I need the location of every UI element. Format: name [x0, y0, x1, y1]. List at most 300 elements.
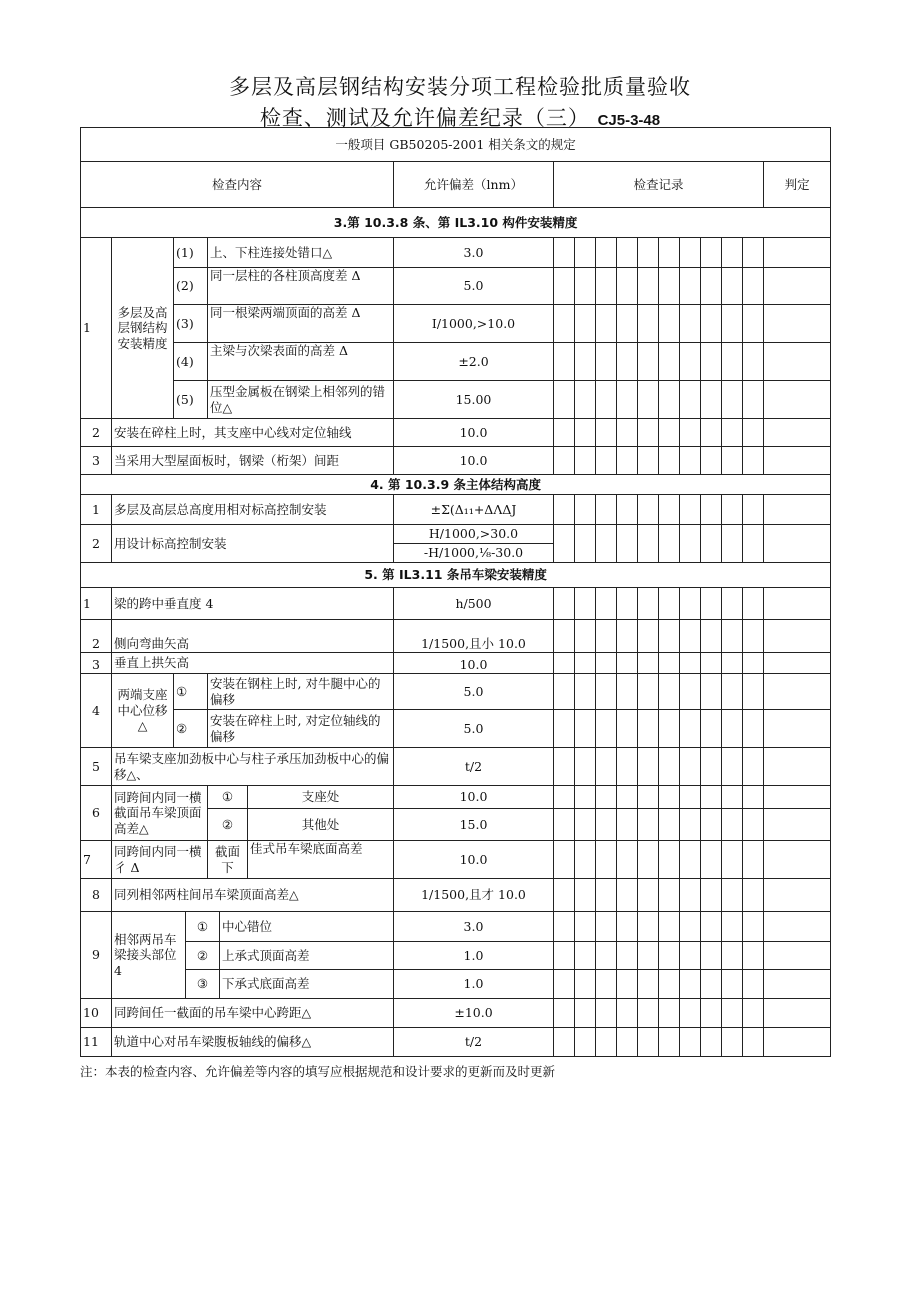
record-cell[interactable] — [575, 674, 596, 710]
record-cell[interactable] — [701, 268, 722, 305]
item-number: 1 — [81, 588, 112, 620]
record-cell[interactable] — [554, 674, 575, 710]
record-cell[interactable] — [680, 525, 701, 563]
record-cell[interactable] — [575, 942, 596, 970]
section-title: 5. 第 IL3.11 条吊车梁安装精度 — [81, 563, 831, 588]
record-cell[interactable] — [596, 268, 617, 305]
record-cell[interactable] — [554, 588, 575, 620]
record-cell[interactable] — [722, 525, 743, 563]
record-cell[interactable] — [554, 1028, 575, 1057]
record-cell[interactable] — [743, 841, 764, 879]
tolerance-value: I/1000,>10.0 — [394, 305, 554, 343]
record-cell[interactable] — [701, 942, 722, 970]
record-cell[interactable] — [596, 447, 617, 475]
record-cell[interactable] — [554, 912, 575, 942]
record-cell[interactable] — [659, 588, 680, 620]
record-cell[interactable] — [596, 238, 617, 268]
record-cell[interactable] — [659, 495, 680, 525]
record-cell[interactable] — [575, 419, 596, 447]
record-cell[interactable] — [617, 447, 638, 475]
record-cell[interactable] — [743, 1028, 764, 1057]
record-cell[interactable] — [680, 447, 701, 475]
record-cell[interactable] — [701, 1028, 722, 1057]
sub-item-text: 上承式顶面高差 — [220, 942, 394, 970]
judge-cell[interactable] — [764, 942, 831, 970]
record-cell[interactable] — [596, 1028, 617, 1057]
record-cell[interactable] — [680, 710, 701, 748]
record-cell[interactable] — [554, 841, 575, 879]
record-cell[interactable] — [743, 495, 764, 525]
record-cell[interactable] — [554, 343, 575, 381]
judge-cell[interactable] — [764, 999, 831, 1028]
record-cell[interactable] — [680, 495, 701, 525]
record-cell[interactable] — [554, 268, 575, 305]
judge-cell[interactable] — [764, 588, 831, 620]
judge-cell[interactable] — [764, 748, 831, 786]
record-cell[interactable] — [722, 588, 743, 620]
general-items-header: 一般项目 GB50205-2001 相关条文的规定 — [81, 128, 831, 162]
item-text: 轨道中心对吊车梁腹板轴线的偏移△ — [112, 1028, 394, 1057]
record-cell[interactable] — [554, 419, 575, 447]
tolerance-value: 1.0 — [394, 970, 554, 999]
record-cell[interactable] — [659, 809, 680, 841]
record-cell[interactable] — [575, 970, 596, 999]
record-cell[interactable] — [554, 495, 575, 525]
record-cell[interactable] — [617, 999, 638, 1028]
record-cell[interactable] — [722, 447, 743, 475]
record-cell[interactable] — [575, 786, 596, 809]
record-cell[interactable] — [617, 710, 638, 748]
record-cell[interactable] — [554, 447, 575, 475]
judge-cell[interactable] — [764, 710, 831, 748]
record-cell[interactable] — [596, 525, 617, 563]
record-cell[interactable] — [638, 268, 659, 305]
record-cell[interactable] — [680, 912, 701, 942]
sub-item-text: 佳式吊车梁底面高差 — [248, 841, 394, 879]
record-cell[interactable] — [617, 419, 638, 447]
judge-cell[interactable] — [764, 525, 831, 563]
record-cell[interactable] — [659, 710, 680, 748]
record-cell[interactable] — [743, 653, 764, 674]
record-cell[interactable] — [638, 1028, 659, 1057]
record-cell[interactable] — [638, 447, 659, 475]
record-cell[interactable] — [743, 305, 764, 343]
sub-item-text: 同一层柱的各柱顶高度差 Δ — [208, 268, 394, 305]
record-cell[interactable] — [638, 942, 659, 970]
record-cell[interactable] — [596, 653, 617, 674]
record-cell[interactable] — [680, 942, 701, 970]
record-cell[interactable] — [638, 620, 659, 653]
record-cell[interactable] — [743, 999, 764, 1028]
tolerance-value: 5.0 — [394, 710, 554, 748]
record-cell[interactable] — [701, 841, 722, 879]
sub-number: (1) — [174, 238, 208, 268]
record-cell[interactable] — [680, 809, 701, 841]
record-cell[interactable] — [575, 343, 596, 381]
record-cell[interactable] — [722, 879, 743, 912]
judge-cell[interactable] — [764, 879, 831, 912]
record-cell[interactable] — [575, 809, 596, 841]
record-cell[interactable] — [680, 381, 701, 419]
tolerance-value: 15.0 — [394, 809, 554, 841]
record-cell[interactable] — [638, 748, 659, 786]
record-cell[interactable] — [638, 495, 659, 525]
record-cell[interactable] — [596, 999, 617, 1028]
tolerance-value: 10.0 — [394, 419, 554, 447]
record-cell[interactable] — [743, 809, 764, 841]
sub-mark: ① — [208, 786, 248, 809]
record-cell[interactable] — [680, 268, 701, 305]
record-cell[interactable] — [659, 1028, 680, 1057]
item-number: 3 — [81, 653, 112, 674]
record-cell[interactable] — [680, 748, 701, 786]
record-cell[interactable] — [701, 447, 722, 475]
record-cell[interactable] — [659, 525, 680, 563]
record-cell[interactable] — [575, 447, 596, 475]
record-cell[interactable] — [554, 942, 575, 970]
record-cell[interactable] — [659, 343, 680, 381]
record-cell[interactable] — [701, 786, 722, 809]
tolerance-value: 10.0 — [394, 841, 554, 879]
record-cell[interactable] — [743, 879, 764, 912]
item-group-name: 同跨间内同一横彳 Δ — [112, 841, 208, 879]
record-cell[interactable] — [722, 268, 743, 305]
record-cell[interactable] — [659, 238, 680, 268]
record-cell[interactable] — [596, 620, 617, 653]
record-cell[interactable] — [701, 525, 722, 563]
record-cell[interactable] — [617, 1028, 638, 1057]
record-cell[interactable] — [617, 786, 638, 809]
record-cell[interactable] — [659, 999, 680, 1028]
record-cell[interactable] — [701, 912, 722, 942]
record-cell[interactable] — [701, 343, 722, 381]
record-cell[interactable] — [575, 841, 596, 879]
judge-cell[interactable] — [764, 912, 831, 942]
tolerance-value: 5.0 — [394, 674, 554, 710]
record-cell[interactable] — [680, 999, 701, 1028]
record-cell[interactable] — [659, 653, 680, 674]
record-cell[interactable] — [638, 879, 659, 912]
record-cell[interactable] — [701, 970, 722, 999]
record-cell[interactable] — [659, 879, 680, 912]
sub-item-text: 安装在碎柱上时, 对定位轴线的偏移 — [208, 710, 394, 748]
record-cell[interactable] — [722, 1028, 743, 1057]
record-cell[interactable] — [701, 999, 722, 1028]
record-cell[interactable] — [596, 912, 617, 942]
record-cell[interactable] — [743, 674, 764, 710]
record-cell[interactable] — [617, 381, 638, 419]
item-text: 用设计标高控制安装 — [112, 525, 394, 563]
record-cell[interactable] — [596, 809, 617, 841]
record-cell[interactable] — [596, 748, 617, 786]
record-cell[interactable] — [638, 912, 659, 942]
record-cell[interactable] — [743, 381, 764, 419]
record-cell[interactable] — [743, 710, 764, 748]
record-cell[interactable] — [617, 525, 638, 563]
record-cell[interactable] — [743, 912, 764, 942]
record-cell[interactable] — [554, 879, 575, 912]
record-cell[interactable] — [617, 305, 638, 343]
record-cell[interactable] — [554, 305, 575, 343]
record-cell[interactable] — [596, 495, 617, 525]
tolerance-value: H/1000,>30.0 — [394, 525, 554, 544]
record-cell[interactable] — [680, 653, 701, 674]
record-cell[interactable] — [596, 970, 617, 999]
record-cell[interactable] — [701, 381, 722, 419]
record-cell[interactable] — [596, 942, 617, 970]
record-cell[interactable] — [554, 238, 575, 268]
record-cell[interactable] — [743, 343, 764, 381]
record-cell[interactable] — [575, 653, 596, 674]
record-cell[interactable] — [554, 809, 575, 841]
record-cell[interactable] — [617, 970, 638, 999]
record-cell[interactable] — [701, 809, 722, 841]
record-cell[interactable] — [680, 588, 701, 620]
record-cell[interactable] — [722, 786, 743, 809]
record-cell[interactable] — [554, 786, 575, 809]
record-cell[interactable] — [554, 710, 575, 748]
record-cell[interactable] — [743, 588, 764, 620]
record-cell[interactable] — [638, 381, 659, 419]
record-cell[interactable] — [659, 620, 680, 653]
record-cell[interactable] — [554, 999, 575, 1028]
record-cell[interactable] — [575, 305, 596, 343]
record-cell[interactable] — [575, 912, 596, 942]
record-cell[interactable] — [596, 710, 617, 748]
record-cell[interactable] — [617, 841, 638, 879]
record-cell[interactable] — [617, 343, 638, 381]
record-cell[interactable] — [659, 674, 680, 710]
record-cell[interactable] — [701, 748, 722, 786]
judge-cell[interactable] — [764, 620, 831, 653]
record-cell[interactable] — [701, 674, 722, 710]
record-cell[interactable] — [575, 238, 596, 268]
judge-cell[interactable] — [764, 419, 831, 447]
record-cell[interactable] — [701, 653, 722, 674]
record-cell[interactable] — [701, 710, 722, 748]
record-cell[interactable] — [659, 419, 680, 447]
item-number: 4 — [81, 674, 112, 748]
record-cell[interactable] — [575, 381, 596, 419]
record-cell[interactable] — [575, 879, 596, 912]
record-cell[interactable] — [617, 588, 638, 620]
record-cell[interactable] — [617, 748, 638, 786]
record-cell[interactable] — [638, 653, 659, 674]
record-cell[interactable] — [722, 305, 743, 343]
record-cell[interactable] — [659, 970, 680, 999]
record-cell[interactable] — [722, 674, 743, 710]
record-cell[interactable] — [596, 343, 617, 381]
record-cell[interactable] — [743, 268, 764, 305]
record-cell[interactable] — [680, 419, 701, 447]
tolerance-value: 15.00 — [394, 381, 554, 419]
record-cell[interactable] — [638, 674, 659, 710]
record-cell[interactable] — [722, 495, 743, 525]
judge-cell[interactable] — [764, 447, 831, 475]
record-cell[interactable] — [701, 238, 722, 268]
record-cell[interactable] — [638, 305, 659, 343]
record-cell[interactable] — [659, 786, 680, 809]
judge-cell[interactable] — [764, 381, 831, 419]
judge-cell[interactable] — [764, 268, 831, 305]
record-cell[interactable] — [722, 419, 743, 447]
record-cell[interactable] — [743, 748, 764, 786]
record-cell[interactable] — [617, 879, 638, 912]
record-cell[interactable] — [701, 620, 722, 653]
record-cell[interactable] — [659, 305, 680, 343]
record-cell[interactable] — [596, 674, 617, 710]
record-cell[interactable] — [701, 588, 722, 620]
record-cell[interactable] — [575, 1028, 596, 1057]
record-cell[interactable] — [659, 942, 680, 970]
judge-cell[interactable] — [764, 786, 831, 809]
record-cell[interactable] — [638, 809, 659, 841]
record-cell[interactable] — [596, 786, 617, 809]
record-cell[interactable] — [722, 970, 743, 999]
record-cell[interactable] — [722, 748, 743, 786]
record-cell[interactable] — [575, 268, 596, 305]
record-cell[interactable] — [722, 381, 743, 419]
record-cell[interactable] — [722, 912, 743, 942]
record-cell[interactable] — [722, 710, 743, 748]
record-cell[interactable] — [596, 419, 617, 447]
record-cell[interactable] — [617, 268, 638, 305]
record-cell[interactable] — [659, 381, 680, 419]
record-cell[interactable] — [575, 999, 596, 1028]
record-cell[interactable] — [638, 343, 659, 381]
record-cell[interactable] — [638, 970, 659, 999]
judge-cell[interactable] — [764, 809, 831, 841]
record-cell[interactable] — [554, 620, 575, 653]
record-cell[interactable] — [680, 305, 701, 343]
record-cell[interactable] — [722, 942, 743, 970]
record-cell[interactable] — [659, 447, 680, 475]
record-cell[interactable] — [596, 841, 617, 879]
record-cell[interactable] — [617, 620, 638, 653]
col-header-content: 检查内容 — [81, 162, 394, 208]
record-cell[interactable] — [722, 620, 743, 653]
record-cell[interactable] — [596, 381, 617, 419]
record-cell[interactable] — [680, 238, 701, 268]
record-cell[interactable] — [680, 970, 701, 999]
record-cell[interactable] — [743, 525, 764, 563]
record-cell[interactable] — [554, 970, 575, 999]
record-cell[interactable] — [596, 305, 617, 343]
sub-mark: ③ — [186, 970, 220, 999]
record-cell[interactable] — [575, 620, 596, 653]
record-cell[interactable] — [638, 710, 659, 748]
record-cell[interactable] — [596, 879, 617, 912]
record-cell[interactable] — [617, 912, 638, 942]
record-cell[interactable] — [638, 786, 659, 809]
record-cell[interactable] — [701, 879, 722, 912]
judge-cell[interactable] — [764, 495, 831, 525]
record-cell[interactable] — [554, 381, 575, 419]
item-number: 2 — [81, 620, 112, 653]
item-text: 吊车梁支座加劲板中心与柱子承压加劲板中心的偏移△、 — [112, 748, 394, 786]
record-cell[interactable] — [638, 419, 659, 447]
record-cell[interactable] — [554, 653, 575, 674]
record-cell[interactable] — [743, 786, 764, 809]
record-cell[interactable] — [680, 841, 701, 879]
record-cell[interactable] — [680, 879, 701, 912]
record-cell[interactable] — [596, 588, 617, 620]
record-cell[interactable] — [617, 495, 638, 525]
item-text: 同列相邻两柱间吊车梁顶面高差△ — [112, 879, 394, 912]
record-cell[interactable] — [743, 620, 764, 653]
judge-cell[interactable] — [764, 674, 831, 710]
record-cell[interactable] — [722, 343, 743, 381]
record-cell[interactable] — [722, 841, 743, 879]
sub-item-text: 安装在钢柱上时, 对牛腿中心的偏移 — [208, 674, 394, 710]
record-cell[interactable] — [659, 748, 680, 786]
record-cell[interactable] — [722, 653, 743, 674]
record-cell[interactable] — [575, 525, 596, 563]
tolerance-value: 10.0 — [394, 447, 554, 475]
record-cell[interactable] — [743, 447, 764, 475]
record-cell[interactable] — [680, 786, 701, 809]
record-cell[interactable] — [638, 841, 659, 879]
judge-cell[interactable] — [764, 1028, 831, 1057]
record-cell[interactable] — [743, 419, 764, 447]
judge-cell[interactable] — [764, 343, 831, 381]
record-cell[interactable] — [680, 1028, 701, 1057]
record-cell[interactable] — [659, 268, 680, 305]
record-cell[interactable] — [701, 419, 722, 447]
record-cell[interactable] — [617, 942, 638, 970]
record-cell[interactable] — [617, 653, 638, 674]
record-cell[interactable] — [680, 674, 701, 710]
judge-cell[interactable] — [764, 305, 831, 343]
record-cell[interactable] — [701, 305, 722, 343]
tolerance-value: ±Σ(Δ₁₁+ΔΛΔJ — [394, 495, 554, 525]
record-cell[interactable] — [575, 710, 596, 748]
record-cell[interactable] — [617, 809, 638, 841]
judge-cell[interactable] — [764, 238, 831, 268]
item-number: 6 — [81, 786, 112, 841]
record-cell[interactable] — [638, 588, 659, 620]
record-cell[interactable] — [575, 495, 596, 525]
judge-cell[interactable] — [764, 841, 831, 879]
record-cell[interactable] — [617, 674, 638, 710]
record-cell[interactable] — [743, 238, 764, 268]
record-cell[interactable] — [743, 942, 764, 970]
record-cell[interactable] — [722, 999, 743, 1028]
tolerance-value: 1/1500,且小 10.0 — [394, 620, 554, 653]
record-cell[interactable] — [722, 809, 743, 841]
col-header-record: 检查记录 — [554, 162, 764, 208]
item-number: 7 — [81, 841, 112, 879]
col-header-judge: 判定 — [764, 162, 831, 208]
record-cell[interactable] — [638, 999, 659, 1028]
record-cell[interactable] — [638, 238, 659, 268]
judge-cell[interactable] — [764, 653, 831, 674]
record-cell[interactable] — [743, 970, 764, 999]
record-cell[interactable] — [575, 748, 596, 786]
record-cell[interactable] — [554, 748, 575, 786]
record-cell[interactable] — [659, 912, 680, 942]
record-cell[interactable] — [617, 238, 638, 268]
record-cell[interactable] — [554, 525, 575, 563]
record-cell[interactable] — [722, 238, 743, 268]
record-cell[interactable] — [575, 588, 596, 620]
record-cell[interactable] — [638, 525, 659, 563]
record-cell[interactable] — [659, 841, 680, 879]
record-cell[interactable] — [701, 495, 722, 525]
record-cell[interactable] — [680, 620, 701, 653]
record-cell[interactable] — [680, 343, 701, 381]
judge-cell[interactable] — [764, 970, 831, 999]
